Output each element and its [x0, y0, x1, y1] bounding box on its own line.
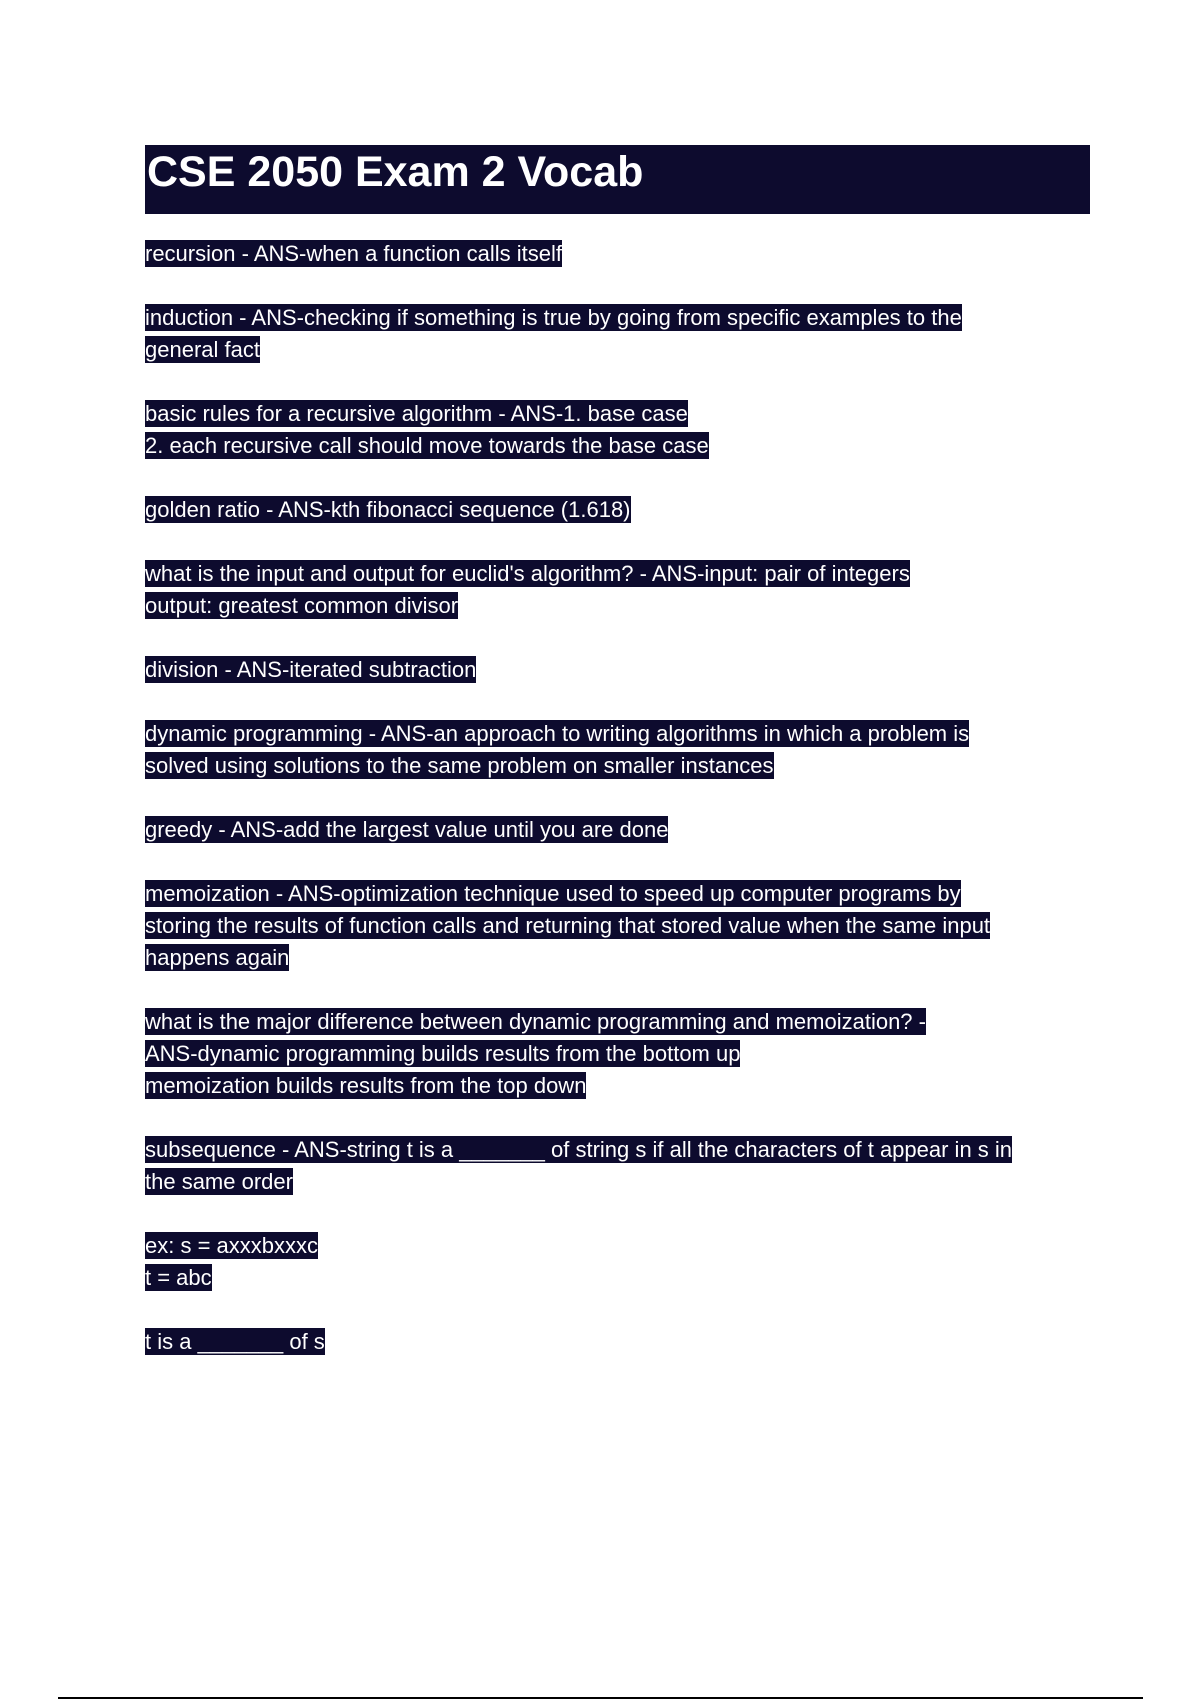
- vocab-line-text: division - ANS-iterated subtraction: [145, 657, 477, 682]
- vocab-line: [145, 304, 1090, 336]
- vocab-line: [145, 240, 1090, 272]
- vocab-line-text: induction - ANS-checking if something is true by going from specific examples to the: [145, 305, 962, 330]
- page-bottom-rule: [58, 1697, 1143, 1699]
- vocab-line-text: dynamic programming - ANS-an approach to writing algorithms in which a problem is: [145, 721, 970, 746]
- vocab-line-text: the same order: [145, 1169, 293, 1194]
- vocab-line-text: greedy - ANS-add the largest value until you are done: [145, 817, 669, 842]
- vocab-line: [145, 400, 1090, 432]
- vocab-line: [145, 1264, 1090, 1296]
- vocab-line: [145, 752, 1090, 784]
- vocab-line-text: general fact: [145, 337, 260, 362]
- vocab-line: [145, 336, 1090, 368]
- vocab-line-text: golden ratio - ANS-kth fibonacci sequence (1.618): [145, 497, 631, 522]
- vocab-line-text: recursion - ANS-when a function calls itself: [145, 241, 562, 266]
- vocab-line-text: ex: s = axxxbxxxc: [145, 1233, 319, 1258]
- vocab-line: [145, 1328, 1090, 1360]
- vocab-line: [145, 816, 1090, 848]
- vocab-line-text: subsequence - ANS-string t is a _______ of string s if all the characters of t appear in s in: [145, 1137, 1013, 1162]
- vocab-line: [145, 1168, 1090, 1200]
- vocab-line: [145, 912, 1090, 944]
- vocab-entry: [145, 880, 1090, 976]
- vocab-entry: [145, 720, 1090, 784]
- vocab-line-text: happens again: [145, 945, 290, 970]
- vocab-line: [145, 1008, 1090, 1040]
- vocab-line-text: output: greatest common divisor: [145, 593, 459, 618]
- vocab-line-text: ANS-dynamic programming builds results from the bottom up: [145, 1041, 741, 1066]
- vocab-list: [145, 240, 1090, 1392]
- vocab-line: [145, 432, 1090, 464]
- vocab-line-text: what is the input and output for euclid's algorithm? - ANS-input: pair of integers: [145, 561, 910, 586]
- vocab-line-text: basic rules for a recursive algorithm - ANS-1. base case: [145, 401, 688, 426]
- vocab-line: [145, 1136, 1090, 1168]
- vocab-line: [145, 1232, 1090, 1264]
- vocab-entry: [145, 816, 1090, 848]
- vocab-line-text: 2. each recursive call should move towards the base case: [145, 433, 709, 458]
- vocab-line: [145, 880, 1090, 912]
- vocab-entry: [145, 496, 1090, 528]
- vocab-entry: [145, 560, 1090, 624]
- vocab-line-text: solved using solutions to the same problem on smaller instances: [145, 753, 774, 778]
- vocab-line-text: memoization builds results from the top down: [145, 1073, 587, 1098]
- vocab-entry: [145, 1136, 1090, 1200]
- vocab-entry: [145, 1232, 1090, 1296]
- vocab-line: [145, 656, 1090, 688]
- vocab-entry: [145, 1008, 1090, 1104]
- title-bar: [145, 145, 1090, 214]
- vocab-line: [145, 592, 1090, 624]
- vocab-entry: [145, 304, 1090, 368]
- vocab-entry: [145, 240, 1090, 272]
- vocab-line-text: t is a _______ of s: [145, 1329, 325, 1354]
- vocab-line: [145, 496, 1090, 528]
- vocab-line: [145, 1040, 1090, 1072]
- vocab-line-text: storing the results of function calls and returning that stored value when the same input: [145, 913, 991, 938]
- document-title: CSE 2050 Exam 2 Vocab: [147, 148, 644, 196]
- vocab-line: [145, 1072, 1090, 1104]
- vocab-line-text: what is the major difference between dynamic programming and memoization? -: [145, 1009, 926, 1034]
- vocab-entry: [145, 1328, 1090, 1360]
- vocab-line-text: t = abc: [145, 1265, 212, 1290]
- vocab-entry: [145, 656, 1090, 688]
- vocab-entry: [145, 400, 1090, 464]
- vocab-line: [145, 944, 1090, 976]
- vocab-line: [145, 560, 1090, 592]
- vocab-line-text: memoization - ANS-optimization technique used to speed up computer programs by: [145, 881, 961, 906]
- vocab-line: [145, 720, 1090, 752]
